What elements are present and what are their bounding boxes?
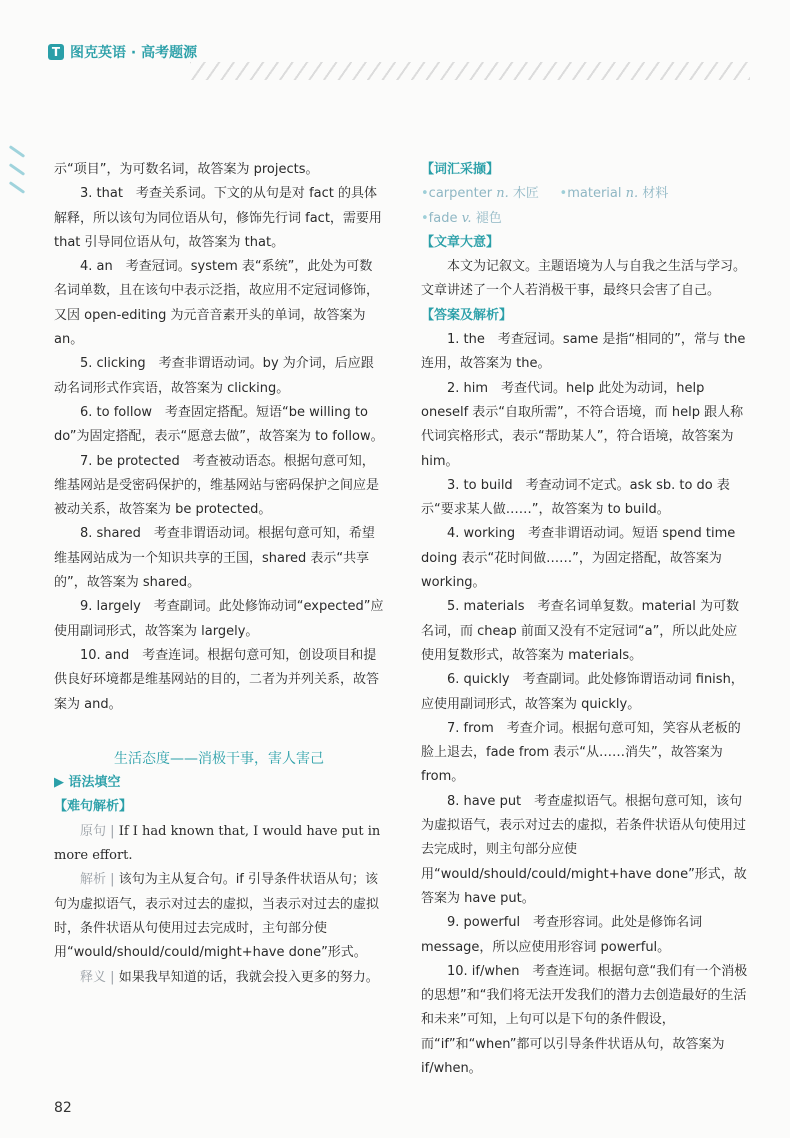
analysis-label: 解析	[80, 872, 107, 888]
brand-logo: T	[48, 44, 64, 60]
vocab-pos: n.	[496, 186, 509, 202]
answer-5: 5. clicking 考查非谓语动词。by 为介词，后应跟动名词形式作宾语，故答案为 clicking。	[54, 356, 374, 396]
vocab-word: carpenter	[428, 186, 493, 202]
paragraph: 示“项目”，为可数名词，故答案为 projects。	[54, 162, 319, 177]
orig-sentence: If I had known that, I would have put in more effort.	[54, 823, 381, 864]
vocab-word: material	[567, 186, 622, 202]
header-hatch-decoration	[190, 62, 750, 80]
answer-9: 9. largely 考查副词。此处修饰动词“expected”应使用副词形式，故答案为 largely。	[54, 599, 384, 639]
vocab-line: •fade v. 褪色	[421, 210, 502, 226]
answer-4: 4. working 考查非谓语动词。短语 spend time doing 表示“花时间做……”，为固定搭配，故答案为 working。	[421, 526, 736, 591]
answer-5: 5. materials 考查名词单复数。material 为可数名词，而 cheap 前面又没有不定冠词“a”，所以此处应使用复数形式，故答案为 materials。	[421, 599, 739, 663]
answer-3: 3. to build 考查动词不定式。ask sb. to do 表示“要求某人做……”，故答案为 to build。	[421, 477, 730, 518]
brand-title: 图克英语 · 高考题源	[70, 45, 198, 61]
left-column: 示“项目”，为可数名词，故答案为 projects。 3. that 考查关系词。下文的从句是对 fact 的具体解释，所以该句为同位语从句，修饰先行词 fact，需要用 that 引导同位语从句，故答案为 that。 4. an 考查冠词。system 表“系统”，此处为可数名词单数，且在该句中表示泛指，故应用不定冠词修饰，又因 open-editing 为元音音素开头的单词，故答案为 an。 5. clicking 考查非谓语动词。by 为介词，后应跟动名词形式作宾语，故答案为 clicking。 6. to follow 考查固定搭配。短语“be willing to do”为固定搭配，表示“愿意去做”，故答案为 to follow。 7. be protected 考查被动语态。根据句意可知，维基网站是受密码保护的，维基网站与密码保护之间应是被动关系，故答案为 be protected。 8. shared 考查非谓语动词。根据句意可知，希望维基网站成为一个知识共享的王国，shared 表示“共享的”，故答案为 shared。 9. largely 考查副词。此处修饰动词“expected”应使用副词形式，故答案为 largely。 10. and 考查连词。根据句意可知，创设项目和提供良好环境都是维基网站的目的，二者为并列关系，故答案为 and。 生活态度——消极干事，害人害己 ▶ 语法填空 【难句解析】 原句 | If I had known that, I would have put in more effort. 解析 | 该句为主从复合句。if 引导条件状语从句；该句为虚拟语气，表示对过去的虚拟，当表示对过去的虚拟时，条件状语从句使用过去完成时，主句部分使用“would/should/could/might+have done”形式。 释义 | 如果我早知道的话，我就会投入更多的努力。	[54, 158, 384, 990]
answer-6: 6. quickly 考查副词。此处修饰谓语动词 finish，应使用副词形式，故答案为 quickly。	[421, 672, 744, 712]
difficult-label: 【难句解析】	[54, 799, 133, 815]
corner-stripe-decoration	[9, 163, 25, 176]
page-header	[0, 0, 790, 80]
summary-label: 【文章大意】	[421, 234, 500, 250]
vocab-meaning: 褪色	[475, 210, 502, 226]
summary-text: 本文为记叙文。主题语境为人与自我之生活与学习。文章讲述了一个人若消极干事，最终只会害了自己。	[421, 259, 747, 299]
section-title: 生活态度——消极干事，害人害己	[114, 750, 324, 767]
vocab-pos: n.	[625, 186, 639, 202]
answers-label: 【答案及解析】	[421, 307, 513, 323]
answer-4: 4. an 考查冠词。system 表“系统”，此处为可数名词单数，且在该句中表示泛指，故应用不定冠词修饰，又因 open-editing 为元音音素开头的单词，故答案为 an。	[54, 259, 380, 348]
answer-9: 9. powerful 考查形容词。此处是修饰名词 message，所以应使用形容词 powerful。	[421, 915, 703, 955]
vocab-meaning: 材料	[642, 186, 669, 202]
answer-10: 10. if/when 考查连词。根据句意“我们有一个消极的思想”和“我们将无法开发我们的潜力去创造最好的生活和未来”可知，上句可以是下句的条件假设，而“if”和“when”都可以引导条件状语从句，故答案为 if/when。	[421, 963, 748, 1076]
vocab-meaning: 木匠	[512, 186, 539, 202]
vocab-line: •carpenter n. 木匠 •material n. 材料	[421, 186, 669, 202]
answer-7: 7. be protected 考查被动语态。根据句意可知，维基网站是受密码保护的，维基网站与密码保护之间应是被动关系，故答案为 be protected。	[54, 453, 380, 518]
orig-label: 原句	[80, 823, 107, 839]
vocab-word: fade	[428, 210, 458, 226]
corner-stripe-decoration	[9, 145, 25, 158]
answer-8: 8. have put 考查虚拟语气。根据句意可知，该句为虚拟语气，表示对过去的虚拟，若条件状语从句使用过去完成时，则主句部分应使用“would/should/could/might+have done”形式，故答案为 have put。	[421, 793, 747, 906]
subsection-title: ▶ 语法填空	[54, 775, 121, 791]
analysis-text: 该句为主从复合句。if 引导条件状语从句；该句为虚拟语气，表示对过去的虚拟，当表示对过去的虚拟时，条件状语从句使用过去完成时，主句部分使用“would/should/could/might+have done”形式。	[54, 872, 380, 961]
answer-6: 6. to follow 考查固定搭配。短语“be willing to do”为固定搭配，表示“愿意去做”，故答案为 to follow。	[54, 404, 384, 445]
answer-2: 2. him 考查代词。help 此处为动词，help oneself 表示“自取所需”，不符合语境，而 help 跟人称代词宾格形式，表示“帮助某人”，符合语境，故答案为 him。	[421, 380, 744, 469]
answer-10: 10. and 考查连词。根据句意可知，创设项目和提供良好环境都是维基网站的目的，二者为并列关系，故答案为 and。	[54, 647, 380, 712]
answer-3: 3. that 考查关系词。下文的从句是对 fact 的具体解释，所以该句为同位语从句，修饰先行词 fact，需要用 that 引导同位语从句，故答案为 that。	[54, 186, 382, 250]
translation-label: 释义	[80, 969, 107, 985]
right-column	[421, 158, 749, 1081]
corner-stripe-decoration	[9, 181, 25, 194]
answer-7: 7. from 考查介词。根据句意可知，笑容从老板的脸上退去，fade from 表示“从……消失”，故答案为 from。	[421, 720, 741, 785]
vocab-pos: v.	[461, 210, 472, 226]
translation-text: 如果我早知道的话，我就会投入更多的努力。	[118, 969, 379, 985]
page-number: 82	[54, 1100, 72, 1116]
answer-1: 1. the 考查冠词。same 是指“相同的”，常与 the 连用，故答案为 the。	[421, 332, 746, 372]
vocab-label: 【词汇采撷】	[421, 162, 500, 177]
answer-8: 8. shared 考查非谓语动词。根据句意可知，希望维基网站成为一个知识共享的王国，shared 表示“共享的”，故答案为 shared。	[54, 526, 375, 591]
